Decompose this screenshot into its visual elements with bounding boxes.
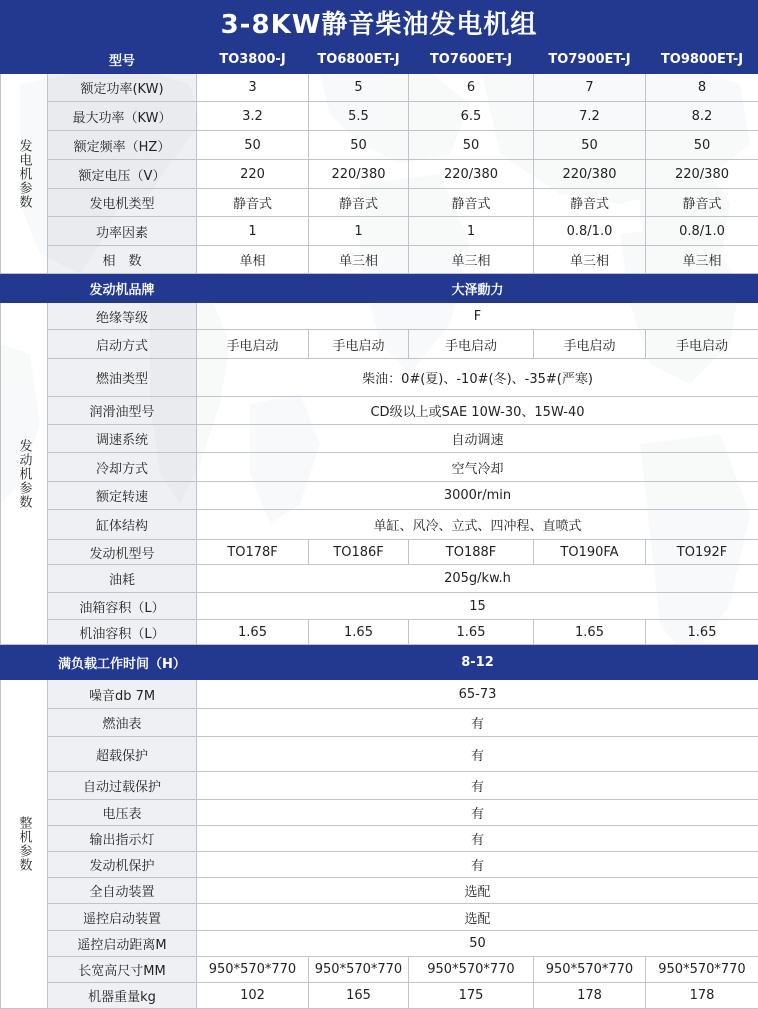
group-label-machine: 整机参数 <box>1 680 48 1009</box>
cell-value: TO186F <box>309 540 409 565</box>
cell-value: 7.2 <box>534 102 646 131</box>
table-row <box>1 620 758 645</box>
cell-value: 102 <box>197 983 309 1009</box>
cell-value: 205g/kw.h <box>197 565 758 593</box>
table-row <box>1 737 758 772</box>
cell-value: 1.65 <box>534 620 646 645</box>
cell-value: 3.2 <box>197 102 309 131</box>
cell-value: TO178F <box>197 540 309 565</box>
cell-value: F <box>197 303 758 330</box>
cell-value: 选配 <box>197 904 758 931</box>
cell-value: 静音式 <box>409 189 534 217</box>
table-row <box>1 217 758 246</box>
cell-value: 0.8/1.0 <box>646 217 758 246</box>
cell-value: TO190FA <box>534 540 646 565</box>
cell-value: 950*570*770 <box>309 957 409 983</box>
cell-value: 手电启动 <box>309 330 409 359</box>
cell-value: TO188F <box>409 540 534 565</box>
cell-value: TO192F <box>646 540 758 565</box>
cell-value: 静音式 <box>646 189 758 217</box>
row-label: 噪音db 7M <box>48 680 197 709</box>
table-row <box>1 131 758 160</box>
table-row <box>1 482 758 510</box>
row-label: 全自动装置 <box>48 878 197 904</box>
cell-value: 单三相 <box>409 246 534 274</box>
cell-value: 175 <box>409 983 534 1009</box>
cell-value: 15 <box>197 593 758 620</box>
cell-value: 静音式 <box>309 189 409 217</box>
row-label: 遥控启动距离M <box>48 931 197 957</box>
runtime-value: 8-12 <box>197 645 758 680</box>
engine-brand-value: 大泽動力 <box>197 274 758 303</box>
cell-value: 220/380 <box>309 160 409 189</box>
table-row <box>1 160 758 189</box>
table-row <box>1 826 758 852</box>
cell-value: 65-73 <box>197 680 758 709</box>
cell-value: 有 <box>197 800 758 826</box>
row-label: 额定频率（HZ） <box>48 131 197 160</box>
table-row <box>1 189 758 217</box>
cell-value: 空气冷却 <box>197 453 758 482</box>
group-label-generator: 发电机参数 <box>1 74 48 274</box>
table-row <box>1 540 758 565</box>
cell-value: 单三相 <box>309 246 409 274</box>
row-label: 油箱容积（L） <box>48 593 197 620</box>
cell-value: 6.5 <box>409 102 534 131</box>
cell-value: 单相 <box>197 246 309 274</box>
model-header-label: 型号 <box>48 45 197 74</box>
cell-value: 50 <box>409 131 534 160</box>
row-label: 发动机型号 <box>48 540 197 565</box>
group-label-engine: 发动机参数 <box>1 303 48 645</box>
table-row <box>1 878 758 904</box>
row-label: 输出指示灯 <box>48 826 197 852</box>
cell-value: 3000r/min <box>197 482 758 510</box>
cell-value: 1.65 <box>197 620 309 645</box>
row-label: 绝缘等级 <box>48 303 197 330</box>
cell-value: 1.65 <box>646 620 758 645</box>
spec-table <box>0 44 758 1009</box>
cell-value: 自动调速 <box>197 425 758 453</box>
cell-value: 单三相 <box>646 246 758 274</box>
cell-value: 柴油：0#(夏)、-10#(冬)、-35#(严寒) <box>197 359 758 397</box>
row-label: 燃油类型 <box>48 359 197 397</box>
cell-value: 有 <box>197 826 758 852</box>
cell-value: 220 <box>197 160 309 189</box>
row-label: 机器重量kg <box>48 983 197 1009</box>
cell-value: CD级以上或SAE 10W-30、15W-40 <box>197 397 758 425</box>
model-name: TO9800ET-J <box>646 45 758 74</box>
table-row <box>1 983 758 1009</box>
table-row <box>1 852 758 878</box>
cell-value: 有 <box>197 709 758 737</box>
cell-value: 178 <box>534 983 646 1009</box>
model-name: TO6800ET-J <box>309 45 409 74</box>
cell-value: 单三相 <box>534 246 646 274</box>
table-row <box>1 330 758 359</box>
row-label: 缸体结构 <box>48 510 197 540</box>
table-row <box>1 397 758 425</box>
model-header-row <box>1 45 758 74</box>
cell-value: 单缸、风冷、立式、四冲程、直喷式 <box>197 510 758 540</box>
cell-value: 手电启动 <box>197 330 309 359</box>
engine-brand-label: 发动机品牌 <box>48 274 197 303</box>
cell-value: 5.5 <box>309 102 409 131</box>
row-label: 发动机保护 <box>48 852 197 878</box>
model-name: TO3800-J <box>197 45 309 74</box>
band-corner <box>1 274 48 303</box>
row-label: 遥控启动装置 <box>48 904 197 931</box>
cell-value: 7 <box>534 74 646 102</box>
row-label: 油耗 <box>48 565 197 593</box>
table-row <box>1 246 758 274</box>
cell-value: 50 <box>534 131 646 160</box>
engine-brand-row <box>1 274 758 303</box>
table-row <box>1 565 758 593</box>
cell-value: 5 <box>309 74 409 102</box>
cell-value: 950*570*770 <box>197 957 309 983</box>
header-corner <box>1 45 48 74</box>
row-label: 启动方式 <box>48 330 197 359</box>
cell-value: 220/380 <box>646 160 758 189</box>
runtime-label: 满负载工作时间（H） <box>48 645 197 680</box>
cell-value: 有 <box>197 772 758 800</box>
table-row <box>1 510 758 540</box>
row-label: 功率因素 <box>48 217 197 246</box>
cell-value: 8.2 <box>646 102 758 131</box>
table-row <box>1 102 758 131</box>
cell-value: 50 <box>197 931 758 957</box>
row-label: 额定功率(KW) <box>48 74 197 102</box>
cell-value: 1.65 <box>309 620 409 645</box>
cell-value: 178 <box>646 983 758 1009</box>
cell-value: 1 <box>197 217 309 246</box>
row-label: 润滑油型号 <box>48 397 197 425</box>
cell-value: 950*570*770 <box>534 957 646 983</box>
cell-value: 950*570*770 <box>409 957 534 983</box>
cell-value: 1 <box>409 217 534 246</box>
table-row <box>1 359 758 397</box>
cell-value: 50 <box>197 131 309 160</box>
table-row <box>1 74 758 102</box>
table-row <box>1 303 758 330</box>
cell-value: 6 <box>409 74 534 102</box>
cell-value: 1 <box>309 217 409 246</box>
cell-value: 静音式 <box>197 189 309 217</box>
row-label: 燃油表 <box>48 709 197 737</box>
cell-value: 1.65 <box>409 620 534 645</box>
cell-value: 选配 <box>197 878 758 904</box>
table-row <box>1 957 758 983</box>
table-row <box>1 772 758 800</box>
row-label: 相 数 <box>48 246 197 274</box>
cell-value: 165 <box>309 983 409 1009</box>
row-label: 自动过载保护 <box>48 772 197 800</box>
row-label: 发电机类型 <box>48 189 197 217</box>
page-title: 3-8KW静音柴油发电机组 <box>0 0 758 44</box>
cell-value: 手电启动 <box>409 330 534 359</box>
table-row <box>1 709 758 737</box>
row-label: 电压表 <box>48 800 197 826</box>
model-name: TO7600ET-J <box>409 45 534 74</box>
cell-value: 950*570*770 <box>646 957 758 983</box>
cell-value: 220/380 <box>409 160 534 189</box>
cell-value: 50 <box>309 131 409 160</box>
cell-value: 静音式 <box>534 189 646 217</box>
table-row <box>1 680 758 709</box>
cell-value: 220/380 <box>534 160 646 189</box>
table-row <box>1 453 758 482</box>
row-label: 机油容积（L） <box>48 620 197 645</box>
table-row <box>1 593 758 620</box>
table-row <box>1 425 758 453</box>
cell-value: 50 <box>646 131 758 160</box>
table-row <box>1 904 758 931</box>
table-row <box>1 931 758 957</box>
row-label: 额定电压（V） <box>48 160 197 189</box>
row-label: 长宽高尺寸MM <box>48 957 197 983</box>
row-label: 超载保护 <box>48 737 197 772</box>
cell-value: 3 <box>197 74 309 102</box>
table-row <box>1 800 758 826</box>
cell-value: 手电启动 <box>646 330 758 359</box>
model-name: TO7900ET-J <box>534 45 646 74</box>
runtime-row <box>1 645 758 680</box>
cell-value: 有 <box>197 737 758 772</box>
cell-value: 手电启动 <box>534 330 646 359</box>
row-label: 调速系统 <box>48 425 197 453</box>
band-corner <box>1 645 48 680</box>
cell-value: 8 <box>646 74 758 102</box>
cell-value: 有 <box>197 852 758 878</box>
row-label: 最大功率（KW） <box>48 102 197 131</box>
row-label: 额定转速 <box>48 482 197 510</box>
row-label: 冷却方式 <box>48 453 197 482</box>
cell-value: 0.8/1.0 <box>534 217 646 246</box>
